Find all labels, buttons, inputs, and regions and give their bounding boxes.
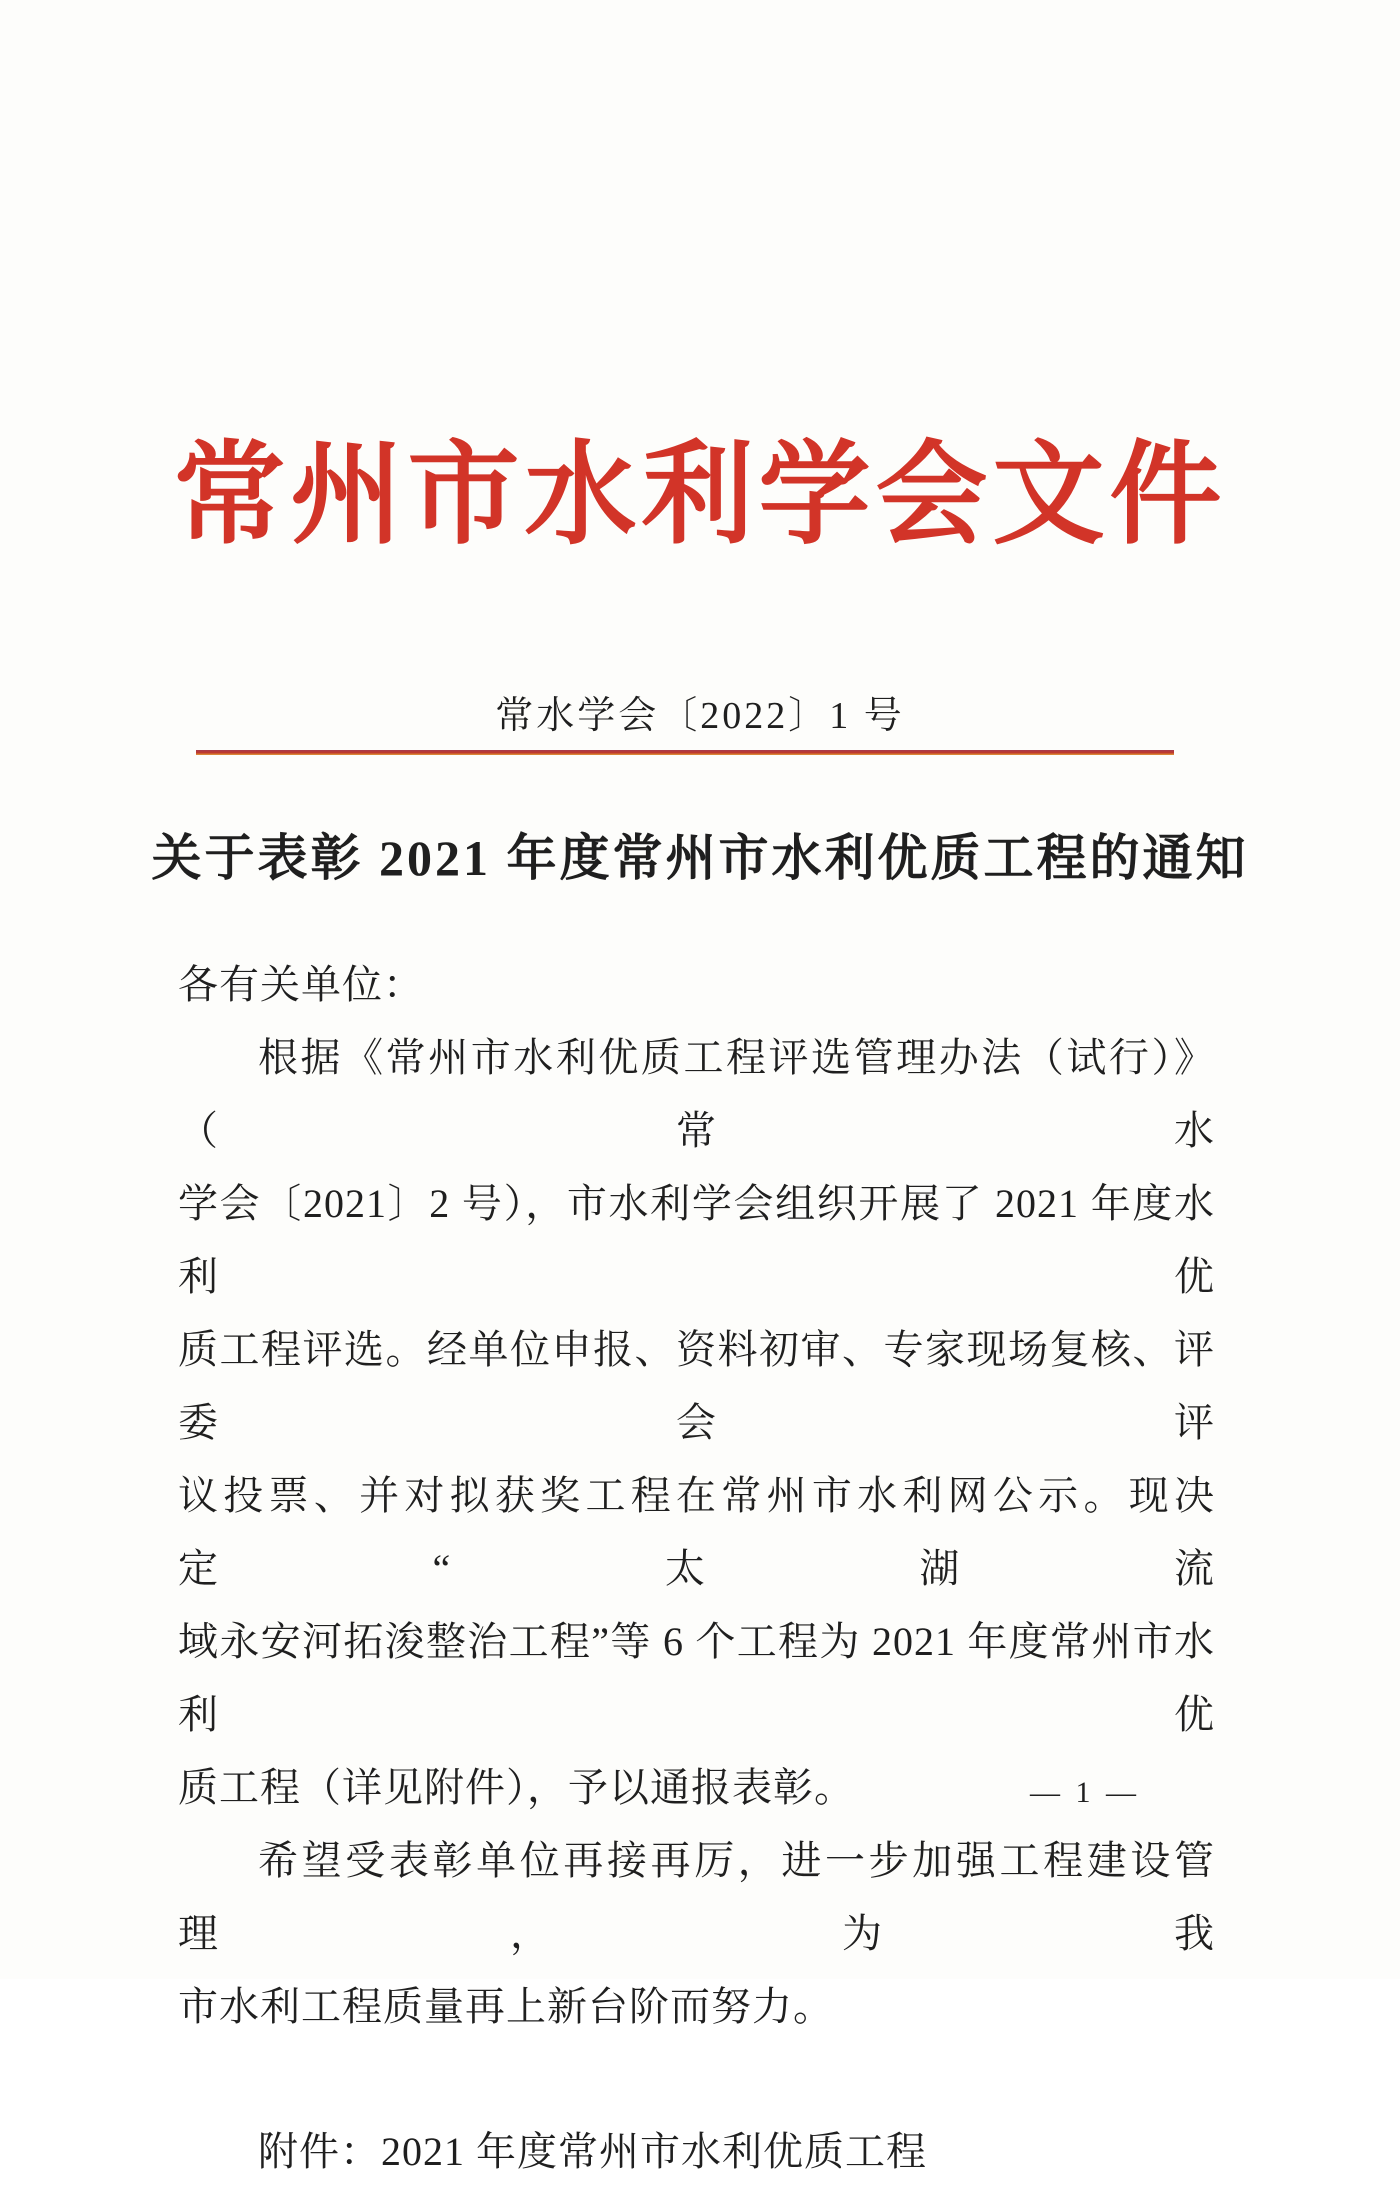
notice-heading: 关于表彰 2021 年度常州市水利优质工程的通知 [151,830,1249,886]
page-number: — 1 — [1030,1776,1140,1809]
body-line: 希望受表彰单位再接再厉，进一步加强工程建设管理，为我 [178,1838,1215,1956]
salutation: 各有关单位： [178,962,424,1007]
body-line: 质工程评选。经单位申报、资料初审、专家现场复核、评委会评 [178,1327,1215,1445]
attachment-line: 附件：2021 年度常州市水利优质工程 [258,2129,927,2174]
body-line: 议投票、并对拟获奖工程在常州市水利网公示。现决定“太湖流 [178,1473,1215,1591]
body-line: 质工程（详见附件），予以通报表彰。 [178,1765,855,1810]
body-line: 市水利工程质量再上新台阶而努力。 [178,1984,834,2029]
body-line: 域永安河拓浚整治工程”等 6 个工程为 2021 年度常州市水利优 [178,1619,1215,1737]
body-line: 学会〔2021〕2 号），市水利学会组织开展了 2021 年度水利优 [178,1181,1215,1299]
body-line: 根据《常州市水利优质工程评选管理办法（试行）》（常水 [178,1035,1215,1153]
doc-number: 常水学会〔2022〕1 号 [495,695,905,737]
org-title: 常州市水利学会文件 [173,434,1227,558]
notice-body [178,948,1215,2188]
red-divider-line [196,750,1174,755]
